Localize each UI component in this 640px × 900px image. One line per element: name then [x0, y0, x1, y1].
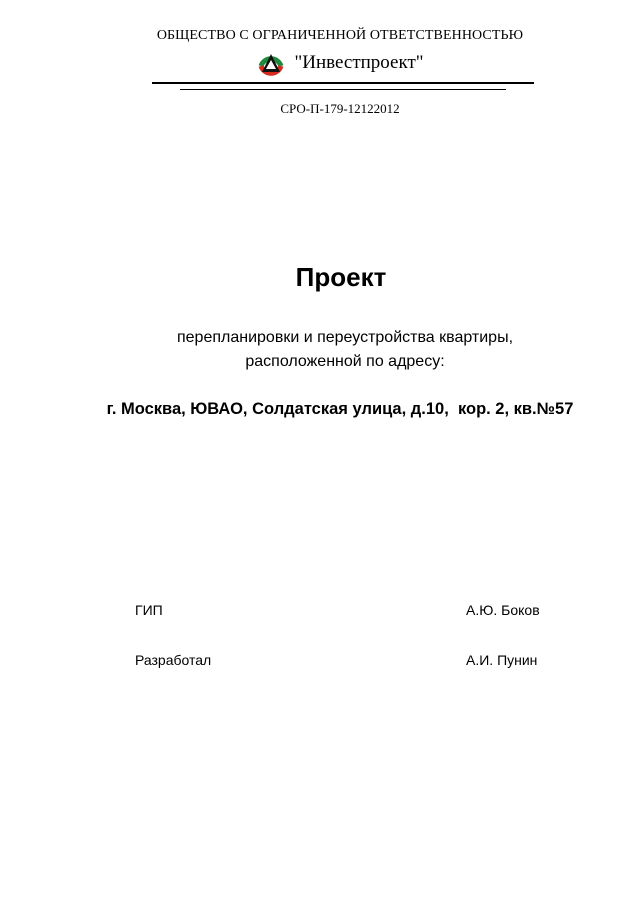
document-subtitle — [0, 326, 640, 374]
subtitle-line-2: расположенной по адресу: — [245, 353, 445, 370]
subtitle-line-1: перепланировки и переустройства квартиры, — [176, 329, 514, 346]
organization-type: ОБЩЕСТВО С ОГРАНИЧЕННОЙ ОТВЕТСТВЕННОСТЬЮ — [156, 28, 524, 43]
company-name: "Инвестпроект" — [294, 52, 424, 73]
company-header — [0, 48, 640, 78]
sro-number: СРО-П-179-12122012 — [280, 101, 400, 116]
signature-role-developer: Разработал — [135, 652, 212, 668]
header-divider-thin — [180, 89, 506, 90]
document-title: Проект — [295, 262, 387, 292]
header-divider-thick — [152, 82, 534, 84]
triangle-logo-icon — [256, 48, 286, 78]
signature-name-developer: А.И. Пунин — [466, 652, 538, 668]
signature-name-gip: А.Ю. Боков — [466, 602, 540, 618]
property-address: г. Москва, ЮВАО, Солдатская улица, д.10, кор. 2, кв.№57 — [106, 400, 574, 418]
signature-role-gip: ГИП — [135, 602, 163, 618]
